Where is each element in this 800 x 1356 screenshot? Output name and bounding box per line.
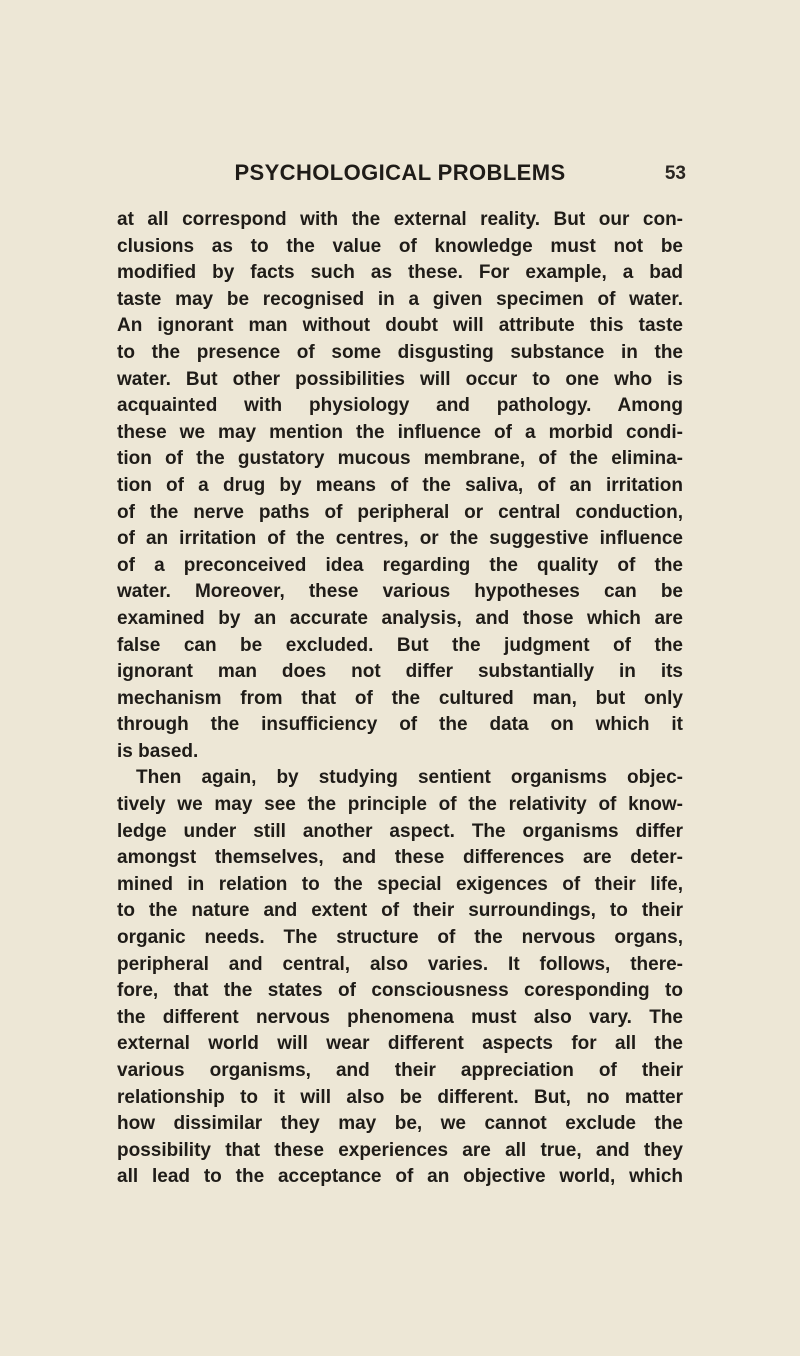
text-line: relationship to it will also be different. But, no matter — [117, 1086, 683, 1108]
text-line: mined in relation to the special exigences of their life, — [117, 873, 683, 895]
text-line: various organisms, and their appreciation of their — [117, 1060, 683, 1081]
body-text — [117, 207, 683, 1191]
text-line: external world will wear different aspects for all the — [117, 1033, 683, 1055]
text-line: modified by facts such as these. For example, a bad — [117, 262, 683, 284]
text-line: these we may mention the influence of a morbid condi- — [117, 421, 683, 443]
paragraph-start-line: Then again, by studying sentient organisms objec- — [136, 767, 683, 789]
text-line: mechanism from that of the cultured man, but only — [117, 687, 683, 709]
text-line: clusions as to the value of knowledge must not be — [117, 235, 683, 257]
text-line: all lead to the acceptance of an objective world, which — [117, 1166, 683, 1188]
text-line: An ignorant man without doubt will attribute this taste — [117, 315, 683, 337]
text-line: tively we may see the principle of the relativity of know- — [117, 794, 683, 816]
text-line: of the nerve paths of peripheral or central conduction, — [117, 501, 683, 523]
text-line: ledge under still another aspect. The organisms differ — [117, 820, 683, 842]
text-line: tion of the gustatory mucous membrane, of the elimina- — [117, 448, 683, 470]
running-title: PSYCHOLOGICAL PROBLEMS — [234, 160, 566, 185]
paragraph-end-line: is based. — [117, 740, 199, 762]
text-line: the different nervous phenomena must also vary. The — [117, 1006, 683, 1028]
text-line: possibility that these experiences are all true, and they — [117, 1139, 683, 1161]
text-line: fore, that the states of consciousness coresponding to — [117, 980, 683, 1002]
text-line: ignorant man does not differ substantially in its — [117, 661, 683, 683]
text-line: false can be excluded. But the judgment of the — [117, 634, 683, 656]
text-line: of an irritation of the centres, or the suggestive influence — [117, 528, 683, 550]
text-line: to the nature and extent of their surroundings, to their — [117, 900, 683, 922]
text-line: examined by an accurate analysis, and those which are — [117, 607, 683, 629]
page-number: 53 — [664, 163, 686, 184]
text-line: taste may be recognised in a given specimen of water. — [117, 288, 683, 310]
text-line: amongst themselves, and these differences are deter- — [117, 847, 683, 869]
text-line: to the presence of some disgusting substance in the — [117, 341, 683, 363]
text-line: through the insufficiency of the data on which it — [117, 714, 683, 736]
text-line: at all correspond with the external reality. But our con- — [117, 209, 683, 230]
text-line: peripheral and central, also varies. It follows, there- — [117, 953, 683, 975]
text-line: acquainted with physiology and pathology. Among — [117, 395, 683, 417]
text-line: how dissimilar they may be, we cannot exclude the — [117, 1113, 683, 1135]
text-line: tion of a drug by means of the saliva, of an irritation — [117, 474, 683, 496]
text-line: water. Moreover, these various hypotheses can be — [117, 581, 683, 603]
text-line: water. But other possibilities will occur to one who is — [117, 368, 683, 390]
text-line: of a preconceived idea regarding the quality of the — [117, 554, 683, 576]
text-line: organic needs. The structure of the nervous organs, — [117, 927, 683, 949]
